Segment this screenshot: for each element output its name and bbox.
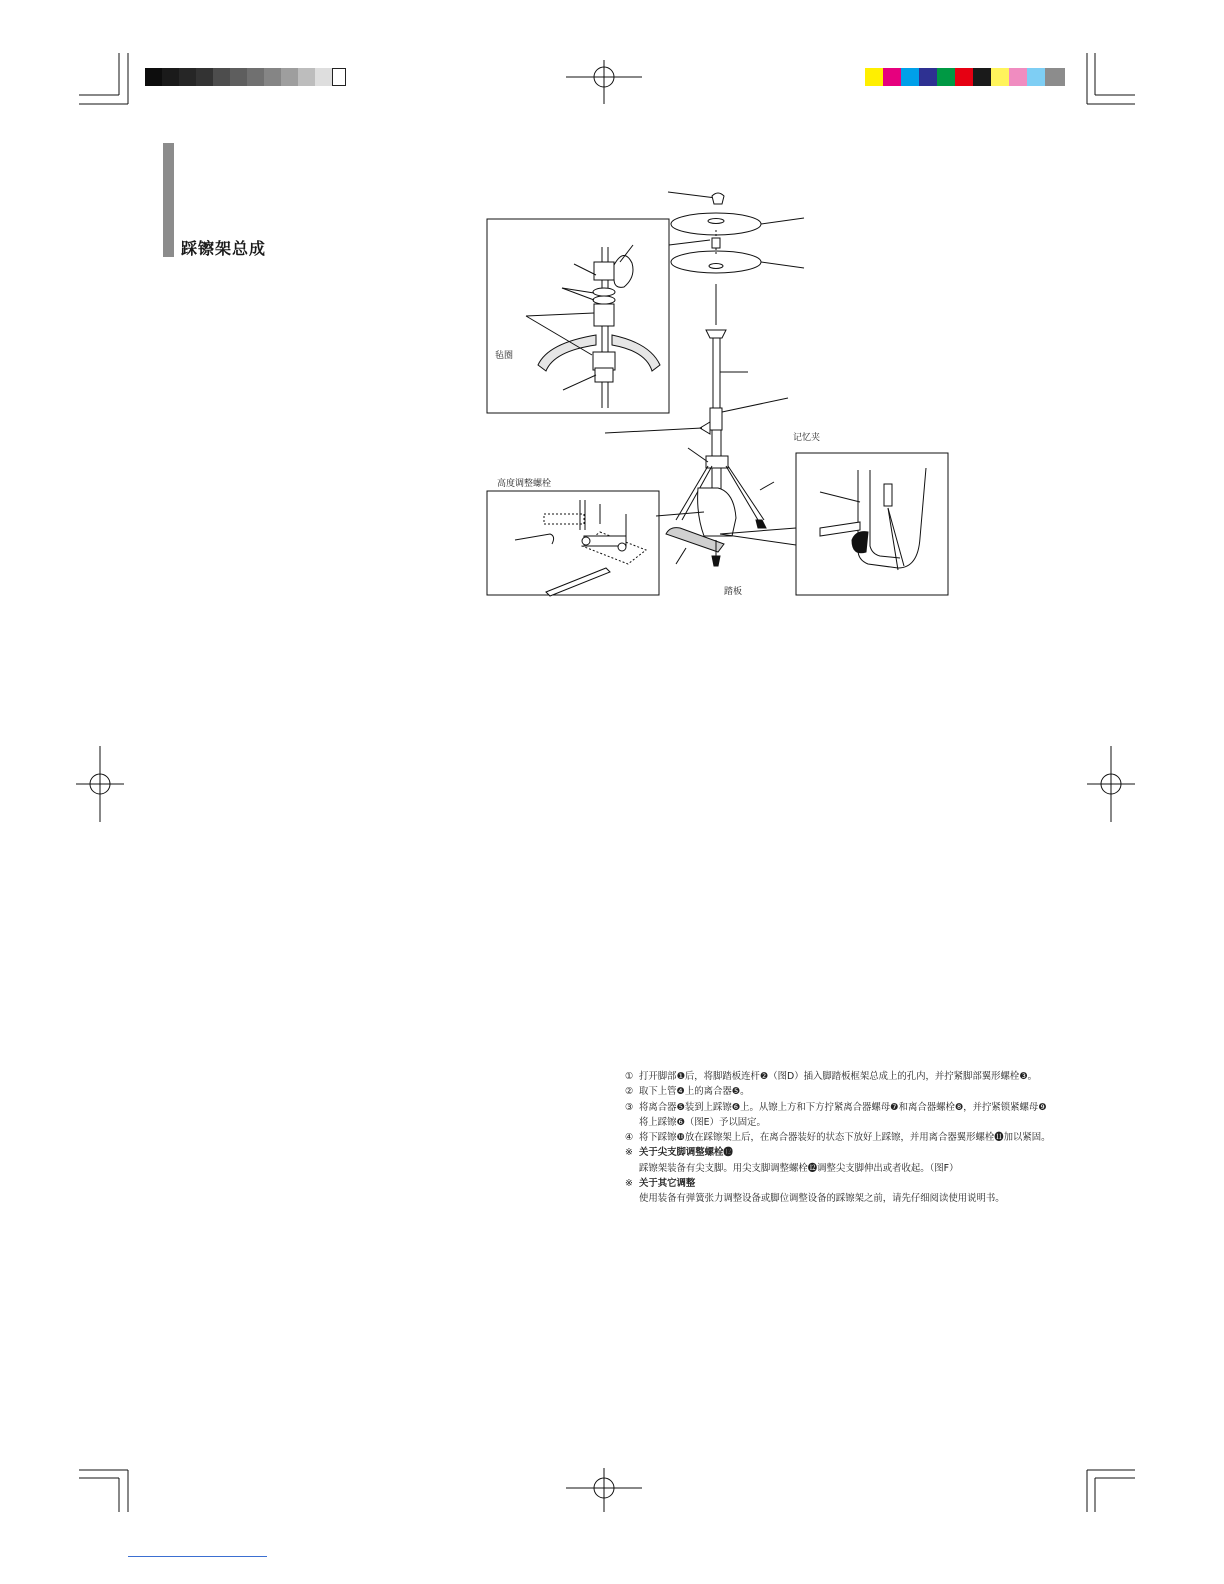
step-3-continued: 将上踩镲❻（图E）予以固定。 <box>639 1116 766 1128</box>
step-1-number: ① <box>625 1071 634 1082</box>
step-1 <box>625 1069 1065 1084</box>
inset-clutch-detail <box>487 219 669 413</box>
step-3-text: 将离合器❺装到上踩镲❻上。从镲上方和下方拧紧离合器螺母❼和离合器螺栓❽，并拧紧锁紧螺母❾ <box>639 1101 1047 1113</box>
note-1-heading <box>625 1145 1065 1160</box>
label-height-bolt: 高度调整螺栓 <box>497 479 552 489</box>
note-2-heading <box>625 1176 1065 1191</box>
step-3 <box>625 1100 1065 1115</box>
bottom-link-rule <box>128 1556 267 1557</box>
step-4 <box>625 1130 1065 1145</box>
assembly-instructions <box>625 1069 1065 1207</box>
step-4-text: 将下踩镲❿放在踩镲架上后，在离合器装好的状态下放好上踩镲，并用离合器翼形螺栓⓫加以紧固。 <box>639 1132 1051 1144</box>
step-3-number: ③ <box>625 1101 634 1113</box>
note-1-body: 踩镲架装备有尖支脚。用尖支脚调整螺栓⓬调整尖支脚伸出或者收起。（图F） <box>639 1162 959 1174</box>
note-2-body: 使用装备有弹簧张力调整设备或脚位调整设备的踩镲架之前，请先仔细阅读使用说明书。 <box>639 1193 1005 1205</box>
step-2-text: 取下上管❹上的离合器❺。 <box>639 1086 750 1098</box>
note-1-mark: ※ <box>625 1147 633 1159</box>
label-pedal: 踏板 <box>724 587 743 597</box>
step-1-text: 打开脚部❶后，将脚踏板连杆❷（图D）插入脚踏板框架总成上的孔内，并拧紧脚部翼形螺栓❸。 <box>639 1071 1038 1082</box>
label-felt: 毡圈 <box>495 351 514 361</box>
label-memory-clamp: 记忆夹 <box>793 433 821 443</box>
note-2-mark: ※ <box>625 1178 633 1190</box>
step-2-number: ② <box>625 1086 634 1098</box>
step-4-number: ④ <box>625 1132 634 1144</box>
inset-height-adjust <box>487 491 659 595</box>
note-1-title: 关于尖支脚调整螺栓⓬ <box>639 1147 733 1159</box>
step-2 <box>625 1084 1065 1099</box>
section-title: 踩镲架总成 <box>181 239 267 258</box>
note-2-title: 关于其它调整 <box>639 1178 696 1190</box>
